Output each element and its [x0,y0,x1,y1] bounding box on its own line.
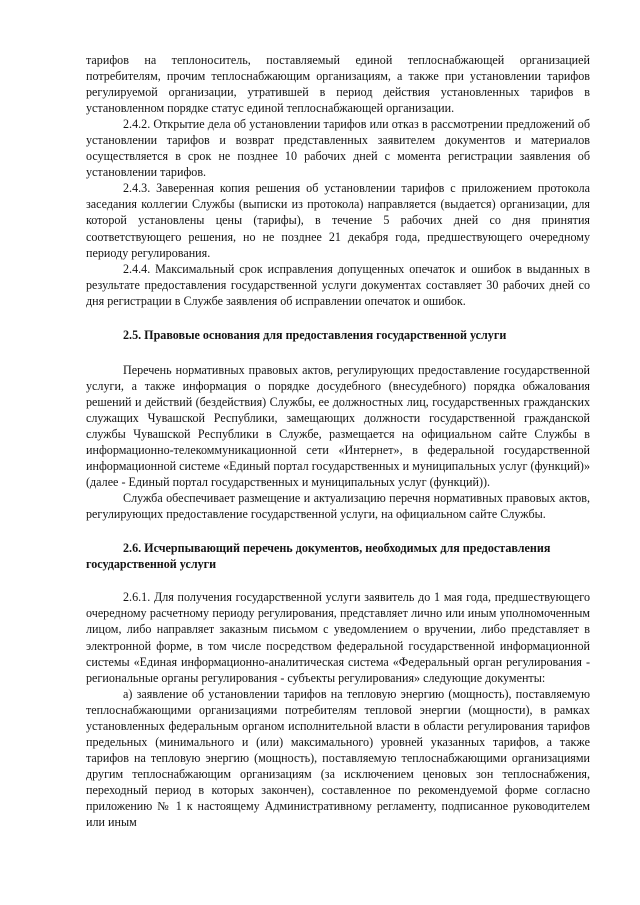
paragraph-2-4-4: 2.4.4. Максимальный срок исправления допущенных опечаток и ошибок в выданных в результате предоставления государственной услуги документах составляет 30 рабочих дней со дня регистрации в Службе заявления об исправлении опечаток и ошибок. [86,261,590,308]
section-heading-2-5: 2.5. Правовые основания для предоставления государственной услуги [123,327,507,342]
paragraph-item-a: а) заявление об установлении тарифов на тепловую энергию (мощность), поставляемую теплоснабжающими организациями потребителям тепловой энергии (мощности), в рамках установленных федеральным органом исполнительной власти в области регулирования тарифов предельных (минимального и (или) максимального) уровней указанных тарифов, а также тарифов на тепловую энергию (мощность), поставляемую теплоснабжающими организациями другим теплоснабжающим организациям (за исключением ценовых зон теплоснабжения, переходный период в которых закончен), составленное по рекомендуемой форме согласно приложению № 1 к настоящему Административному регламенту, подписанное руководителем или иным [86,686,590,830]
document-page [86,52,590,830]
paragraph-2-6-1: 2.6.1. Для получения государственной услуги заявитель до 1 мая года, предшествующего очередному расчетному периоду регулирования, представляет лично или иным уполномоченным лицом, либо направляет заказным письмом с уведомлением о вручении, либо представляет в электронной форме, в том числе посредством федеральной государственной информационной системы «Единая информационно-аналитическая система «Федеральный орган регулирования - региональные органы регулирования - субъекты регулирования» следующие документы: [86,590,590,685]
paragraph-2-4-3: 2.4.3. Заверенная копия решения об установлении тарифов с приложением протокола заседания коллегии Службы (выписки из протокола) направляется (выдается) организации, для которой установлены цены (тарифы), в течение 5 рабочих дней со дня принятия соответствующего решения, но не позднее 21 декабря года, предшествующего очередному периоду регулирования. [86,181,590,260]
paragraph-tariffs-continuation: тарифов на теплоноситель, поставляемый единой теплоснабжающей организацией потребителям, прочим теплоснабжающим организациям, а также при установлении тарифов регулируемой организации, утратившей в период действия установленных тарифов в установленном порядке статус единой теплоснабжающей организации. [86,53,590,116]
paragraph-legal-acts-list: Перечень нормативных правовых актов, регулирующих предоставление государственной услуги, а также информация о порядке досудебного (внесудебного) порядка обжалования решений и действий (бездействия) Службы, ее должностных лиц, государственных гражданских служащих Чувашской Республики, замещающих должности государственной гражданской службы Чувашской Республики в Службе, размещается на официальном сайте Службы в информационно-телекоммуникационной сети «Интернет», в федеральной государственной информационной системе «Единый портал государственных и муниципальных услуг (функций)» (далее - Единый портал государственных и муниципальных услуг (функций)). [86,362,590,490]
section-heading-2-6: 2.6. Исчерпывающий перечень документов, необходимых для предоставления государственной услуги [86,541,551,572]
paragraph-2-4-2: 2.4.2. Открытие дела об установлении тарифов или отказ в рассмотрении предложений об установлении тарифов и возврат представленных заявителем документов и материалов осуществляется в срок не позднее 10 рабочих дней с момента регистрации заявления об установлении тарифов. [86,117,590,180]
paragraph-legal-acts-publication: Служба обеспечивает размещение и актуализацию перечня нормативных правовых актов, регулирующих предоставление государственной услуги, на официальном сайте Службы. [86,491,590,522]
